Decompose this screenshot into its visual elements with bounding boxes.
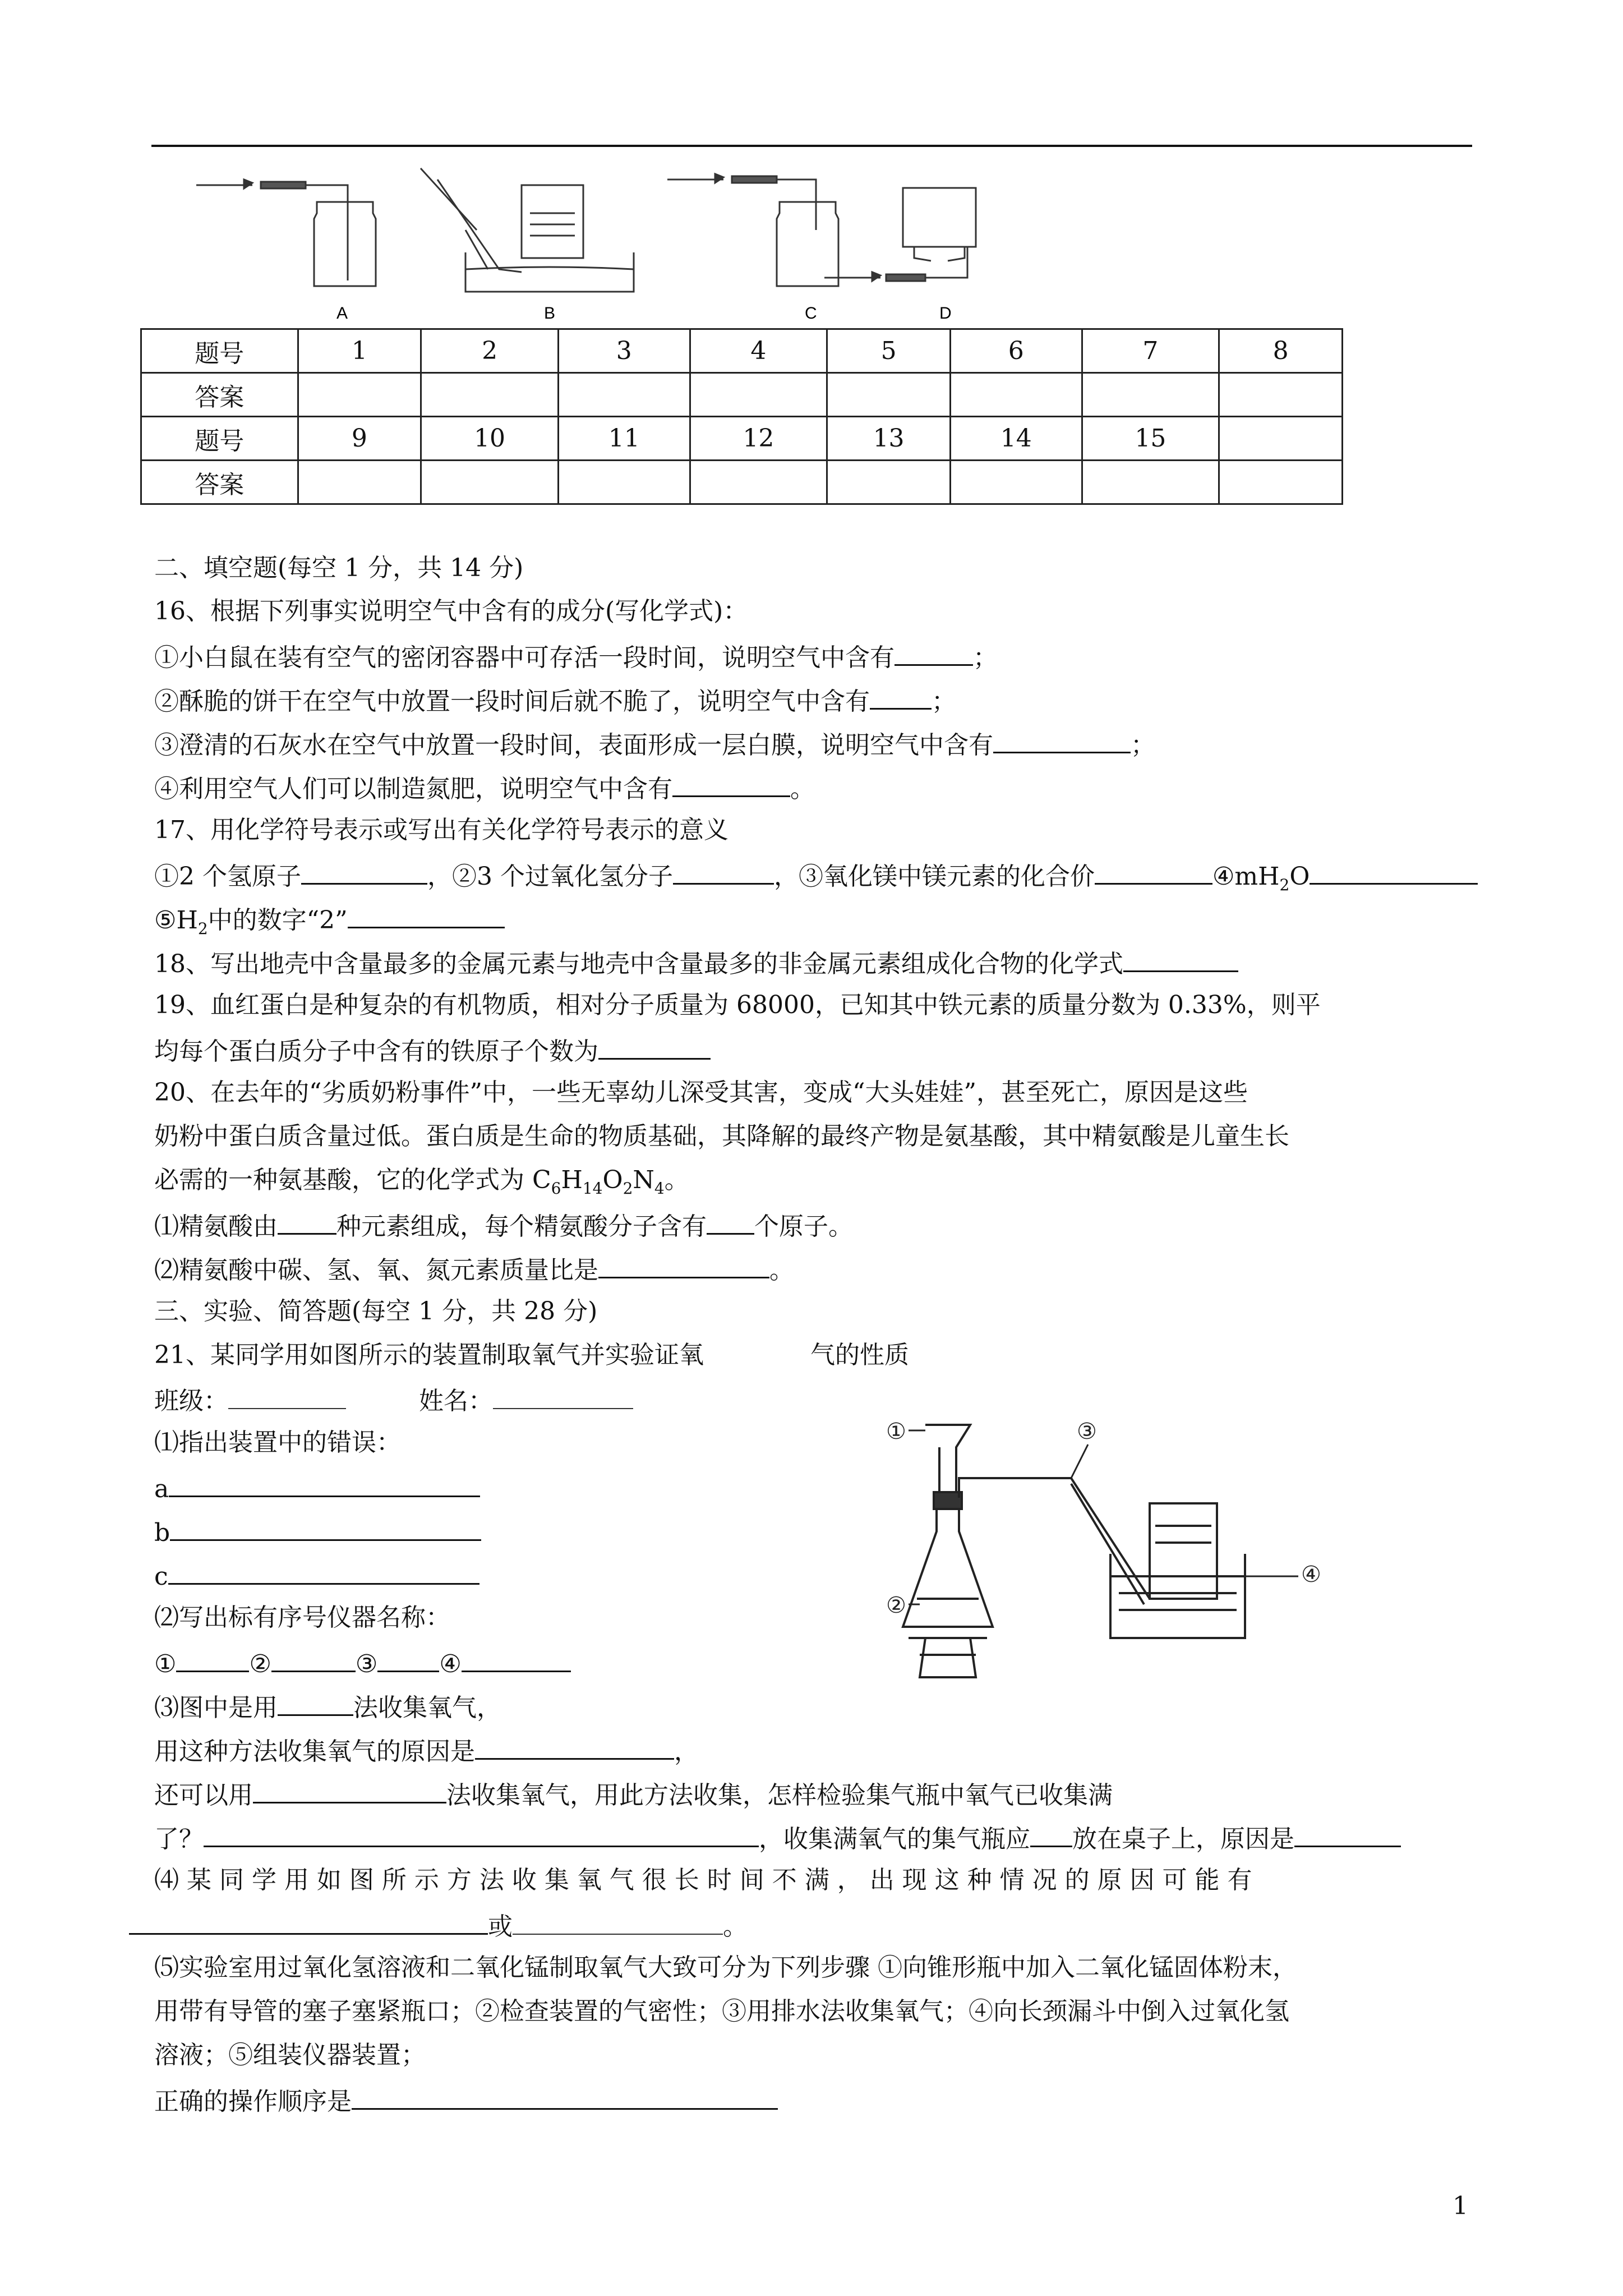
q21-part-4: ⑷ 某 同 学 用 如 图 所 示 方 法 收 集 氧 气 很 长 时 间 不 满 ， 出 现 这 种 情 况 的 原 因 可 能 有 [154,1866,1252,1894]
q18: 18、写出地壳中含量最多的金属元素与地壳中含量最多的非金属元素组成化合物的化学式 [154,946,1238,980]
q19-line-2: 均每个蛋白质分子中含有的铁原子个数为 [154,1033,711,1068]
error-b-line: b [154,1515,481,1549]
answer-cell[interactable] [558,461,690,504]
q20-sub-2: ⑵精氨酸中碳、氢、氧、氮元素质量比是 。 [154,1252,794,1286]
diagram-label-a: A [336,304,348,323]
table-cell: 2 [421,329,559,373]
answer-blank[interactable] [1294,1821,1401,1847]
diagram-label-c: C [805,304,817,323]
q21-part-5-line-1: ⑸实验室用过氧化氢溶液和二氧化锰制取氧气大致可分为下列步骤 ①向锥形瓶中加入二氧化锰固体粉末， [154,1953,1297,1982]
q21-part-3c: 还可以用 法收集氧气，用此方法收集，怎样检验集气瓶中氧气已收集满 [154,1777,1113,1811]
table-row [141,461,1343,504]
answer-cell[interactable] [827,461,951,504]
answer-blank[interactable] [993,727,1131,753]
answer-blank[interactable] [895,639,973,666]
answer-cell[interactable] [1082,373,1219,417]
q17-part-5: $⑤H_2$中的数字“2” [154,902,505,945]
answer-cell[interactable] [421,461,559,504]
table-cell: 6 [950,329,1082,373]
answer-blank[interactable] [301,858,427,885]
q17-parts-line: ①2 个氢原子 ，②3 个过氧化氢分子 ，③氧化镁中镁元素的化合价 $④mH_2O$ [154,858,1478,901]
answer-blank[interactable] [1123,946,1238,972]
diagram-label-b: B [544,304,556,323]
instrument-names-line: ① ② ③ ④ [154,1646,571,1680]
answer-cell[interactable] [950,461,1082,504]
answer-cell[interactable] [1082,461,1219,504]
table-cell [1219,417,1343,461]
table-cell: 4 [690,329,827,373]
answer-blank[interactable] [169,1471,480,1497]
header-rule [151,145,1472,147]
answer-blank[interactable] [176,1646,249,1672]
label-1: ① [886,1419,906,1444]
gas-collection-diagram [185,163,1082,325]
answer-blank[interactable] [513,1909,723,1935]
answer-blank[interactable] [1030,1821,1072,1847]
table-cell: 答案 [141,373,298,417]
answer-cell[interactable] [690,373,827,417]
answer-blank[interactable] [475,1733,674,1760]
q16-item-3: ③澄清的石灰水在空气中放置一段时间，表面形成一层白膜，说明空气中含有 ； [154,727,1155,761]
answer-cell[interactable] [1219,461,1343,504]
table-row [141,329,1343,373]
table-cell: 题号 [141,329,298,373]
section3-heading: 三、实验、简答题(每空 1 分，共 28 分) [154,1297,598,1326]
table-cell: 5 [827,329,951,373]
answer-blank[interactable] [1310,858,1478,885]
answer-blank[interactable] [348,902,505,928]
table-cell: 7 [1082,329,1219,373]
answer-cell[interactable] [558,373,690,417]
error-c-line: c [154,1558,479,1593]
table-cell: 10 [421,417,559,461]
q20-line-1: 20、在去年的“劣质奶粉事件”中，一些无辜幼儿深受其害，变成“大头娃娃”，甚至死亡，原因是这些 [154,1078,1248,1107]
section2-heading: 二、填空题(每空 1 分，共 14 分) [154,554,524,582]
answer-blank[interactable] [598,1252,769,1278]
q21-part-3b: 用这种方法收集氧气的原因是 ， [154,1733,699,1768]
q21-part-5-line-3: 溶液；⑤组装仪器装置； [154,2041,426,2069]
answer-blank[interactable] [204,1821,759,1847]
label-2: ② [886,1593,906,1618]
answer-blank[interactable] [352,2083,778,2110]
answer-cell[interactable] [298,373,421,417]
answer-cell[interactable] [298,461,421,504]
answer-blank[interactable] [278,1690,353,1716]
diagram-label-d: D [939,304,952,323]
table-row [141,373,1343,417]
label-4: ④ [1301,1562,1321,1587]
table-cell: 11 [558,417,690,461]
q21-stem: 21、某同学用如图所示的装置制取氧气并实验证氧 气的性质 [154,1341,909,1369]
q21-part-1: ⑴指出装置中的错误： [154,1428,401,1457]
page-number: 1 [1453,2192,1468,2220]
answer-cell[interactable] [827,373,951,417]
q21-part-2: ⑵写出标有序号仪器名称： [154,1603,450,1632]
table-cell: 3 [558,329,690,373]
answer-cell[interactable] [1219,373,1343,417]
q19-line-1: 19、血红蛋白是种复杂的有机物质，相对分子质量为 68000，已知其中铁元素的质量分数为 0.33%，则平 [154,991,1321,1019]
answer-blank[interactable] [271,1646,356,1672]
answer-cell[interactable] [421,373,559,417]
q20-line-3: 必需的一种氨基酸，它的化学式为 $C_6H_{14}O_2N_4$。 [154,1166,689,1198]
q21-part-4b: 或 。 [129,1908,748,1943]
table-cell: 9 [298,417,421,461]
q16-item-2: ②酥脆的饼干在空气中放置一段时间后就不脆了，说明空气中含有 ； [154,683,956,717]
q16-stem: 16、根据下列事实说明空气中含有的成分(写化学式)： [154,597,748,625]
answer-blank[interactable] [673,858,774,885]
answer-blank[interactable] [672,771,790,797]
answer-cell[interactable] [950,373,1082,417]
table-row [141,417,1343,461]
answer-blank[interactable] [129,1908,488,1935]
table-cell: 15 [1082,417,1219,461]
table-cell: 1 [298,329,421,373]
class-field[interactable] [228,1383,346,1409]
table-cell: 题号 [141,417,298,461]
oxygen-apparatus-diagram [886,1414,1346,1717]
q21-part-5-line-4: 正确的操作顺序是 [154,2083,778,2118]
q21-part-3: ⑶图中是用 法收集氧气， [154,1690,501,1724]
answer-blank[interactable] [170,1515,481,1541]
answer-cell[interactable] [690,461,827,504]
answer-blank[interactable] [377,1646,439,1672]
q21-part-3d: 了？ ，收集满氧气的集气瓶应 放在桌子上，原因是 [154,1821,1401,1855]
label-3: ③ [1077,1419,1097,1444]
q16-item-1: ①小白鼠在装有空气的密闭容器中可存活一段时间，说明空气中含有 ； [154,639,998,674]
q21-part-5-line-2: 用带有导管的塞子塞紧瓶口；②检查装置的气密性；③用排水法收集氧气；④向长颈漏斗中倒入过氧化氢 [154,1997,1289,2026]
table-cell: 14 [950,417,1082,461]
table-cell: 8 [1219,329,1343,373]
answer-blank[interactable] [598,1033,711,1060]
answer-blank[interactable] [707,1208,754,1235]
table-cell: 答案 [141,461,298,504]
answer-blank[interactable] [168,1558,479,1585]
class-name-line: 班级： 姓名： [154,1383,633,1417]
q20-line-2: 奶粉中蛋白质含量过低。蛋白质是生命的物质基础，其降解的最终产物是氨基酸，其中精氨酸是儿童生长 [154,1122,1289,1151]
q16-item-4: ④利用空气人们可以制造氮肥，说明空气中含有 。 [154,771,815,805]
answer-blank[interactable] [870,683,932,710]
table-cell: 12 [690,417,827,461]
answer-blank[interactable] [462,1646,571,1672]
answer-blank[interactable] [278,1208,336,1235]
table-cell: 13 [827,417,951,461]
q17-stem: 17、用化学符号表示或写出有关化学符号表示的意义 [154,816,728,844]
error-a-line: a [154,1471,480,1505]
q20-sub-1: ⑴精氨酸由 种元素组成，每个精氨酸分子含有 个原子。 [154,1208,853,1243]
answer-blank[interactable] [253,1777,446,1803]
name-field[interactable] [493,1383,633,1409]
answer-blank[interactable] [1095,858,1212,885]
answer-table [140,328,1343,505]
